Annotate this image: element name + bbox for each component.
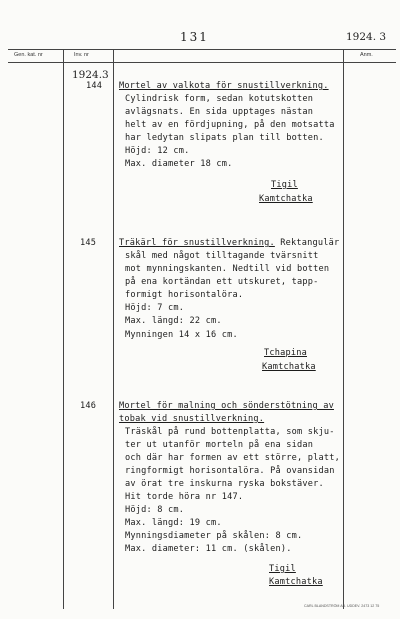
region-label: Kamtchatka [262, 362, 316, 372]
entry-title: Mortel av valkota för snustillverkning. [119, 81, 329, 91]
entry-title-line-2: tobak vid snustillverkning. [119, 414, 265, 424]
description-line: skål med något tilltagande tvärsnitt [125, 251, 319, 261]
dimension-line: Mynningen 14 x 16 cm. [125, 330, 238, 340]
description-line: på ena kortändan ett utskuret, tapp- [125, 277, 319, 287]
dimension-line: Max. diameter: 11 cm. (skålen). [125, 544, 292, 554]
description-line: har ledytan slipats plan till botten. [125, 133, 324, 143]
people-label: Tchapina [264, 348, 307, 358]
entry-title-row [119, 237, 339, 250]
dimension-line: Max. diameter 18 cm. [125, 159, 233, 169]
top-rule [8, 49, 396, 50]
entry-title: Mortel för malning och sönderstötning av [119, 401, 334, 411]
dimension-line: Höjd: 7 cm. [125, 303, 185, 313]
column-divider-2 [113, 49, 114, 609]
description-line: avlägsnats. En sida upptages nästan [125, 107, 314, 117]
description-line: Hit torde höra nr 147. [125, 492, 244, 502]
column-divider-3 [343, 49, 344, 609]
column-header-gen-kat: Gen. kat. nr [14, 52, 43, 58]
region-label: Kamtchatka [269, 577, 323, 587]
description-line: ter ut utanför morteln på ena sidan [125, 440, 314, 450]
header-rule [8, 62, 396, 63]
people-label: Tigil [269, 564, 296, 574]
description-line: Cylindrisk form, sedan kotutskotten [125, 94, 314, 104]
year-reference: 1924. 3 [346, 31, 387, 43]
series-number: 1924.3 [72, 69, 109, 81]
description-line: och där har formen av ett större, platt, [125, 453, 340, 463]
description-line: ringformigt horisontalöra. På ovansidan [125, 466, 335, 476]
inventory-number-144: 144 [86, 81, 103, 91]
entry-title-continued: Rektangulär [274, 238, 340, 248]
description-line: formigt horisontalöra. [125, 290, 244, 300]
column-header-inv: Inv. nr [74, 52, 89, 58]
inventory-number-146: 146 [80, 401, 97, 411]
inventory-number-145: 145 [80, 238, 97, 248]
description-line: Träskål på rund bottenplatta, som skju- [125, 427, 335, 437]
description-line: helt av en fördjupning, på den motsatta [125, 120, 335, 130]
dimension-line: Höjd: 8 cm. [125, 505, 185, 515]
entry-145 [119, 237, 343, 377]
dimension-line: Max. längd: 22 cm. [125, 316, 222, 326]
printer-imprint: CARL BLANDSTRÖM AB. UDDEV. 2473 12 75 [304, 604, 380, 608]
region-label: Kamtchatka [259, 194, 313, 204]
entry-146 [119, 400, 343, 605]
page-number: 131 [180, 30, 209, 44]
column-header-anm: Anm. [360, 52, 373, 58]
description-line: mot mynningskanten. Nedtill vid botten [125, 264, 330, 274]
dimension-line: Max. längd: 19 cm. [125, 518, 222, 528]
description-line: av örat tre inskurna ryska bokstäver. [125, 479, 324, 489]
entry-144 [119, 80, 343, 216]
column-divider-1 [63, 49, 64, 609]
people-label: Tigil [271, 180, 298, 190]
dimension-line: Mynningsdiameter på skålen: 8 cm. [125, 531, 303, 541]
entry-title: Träkärl för snustillverkning. [119, 238, 275, 248]
dimension-line: Höjd: 12 cm. [125, 146, 190, 156]
